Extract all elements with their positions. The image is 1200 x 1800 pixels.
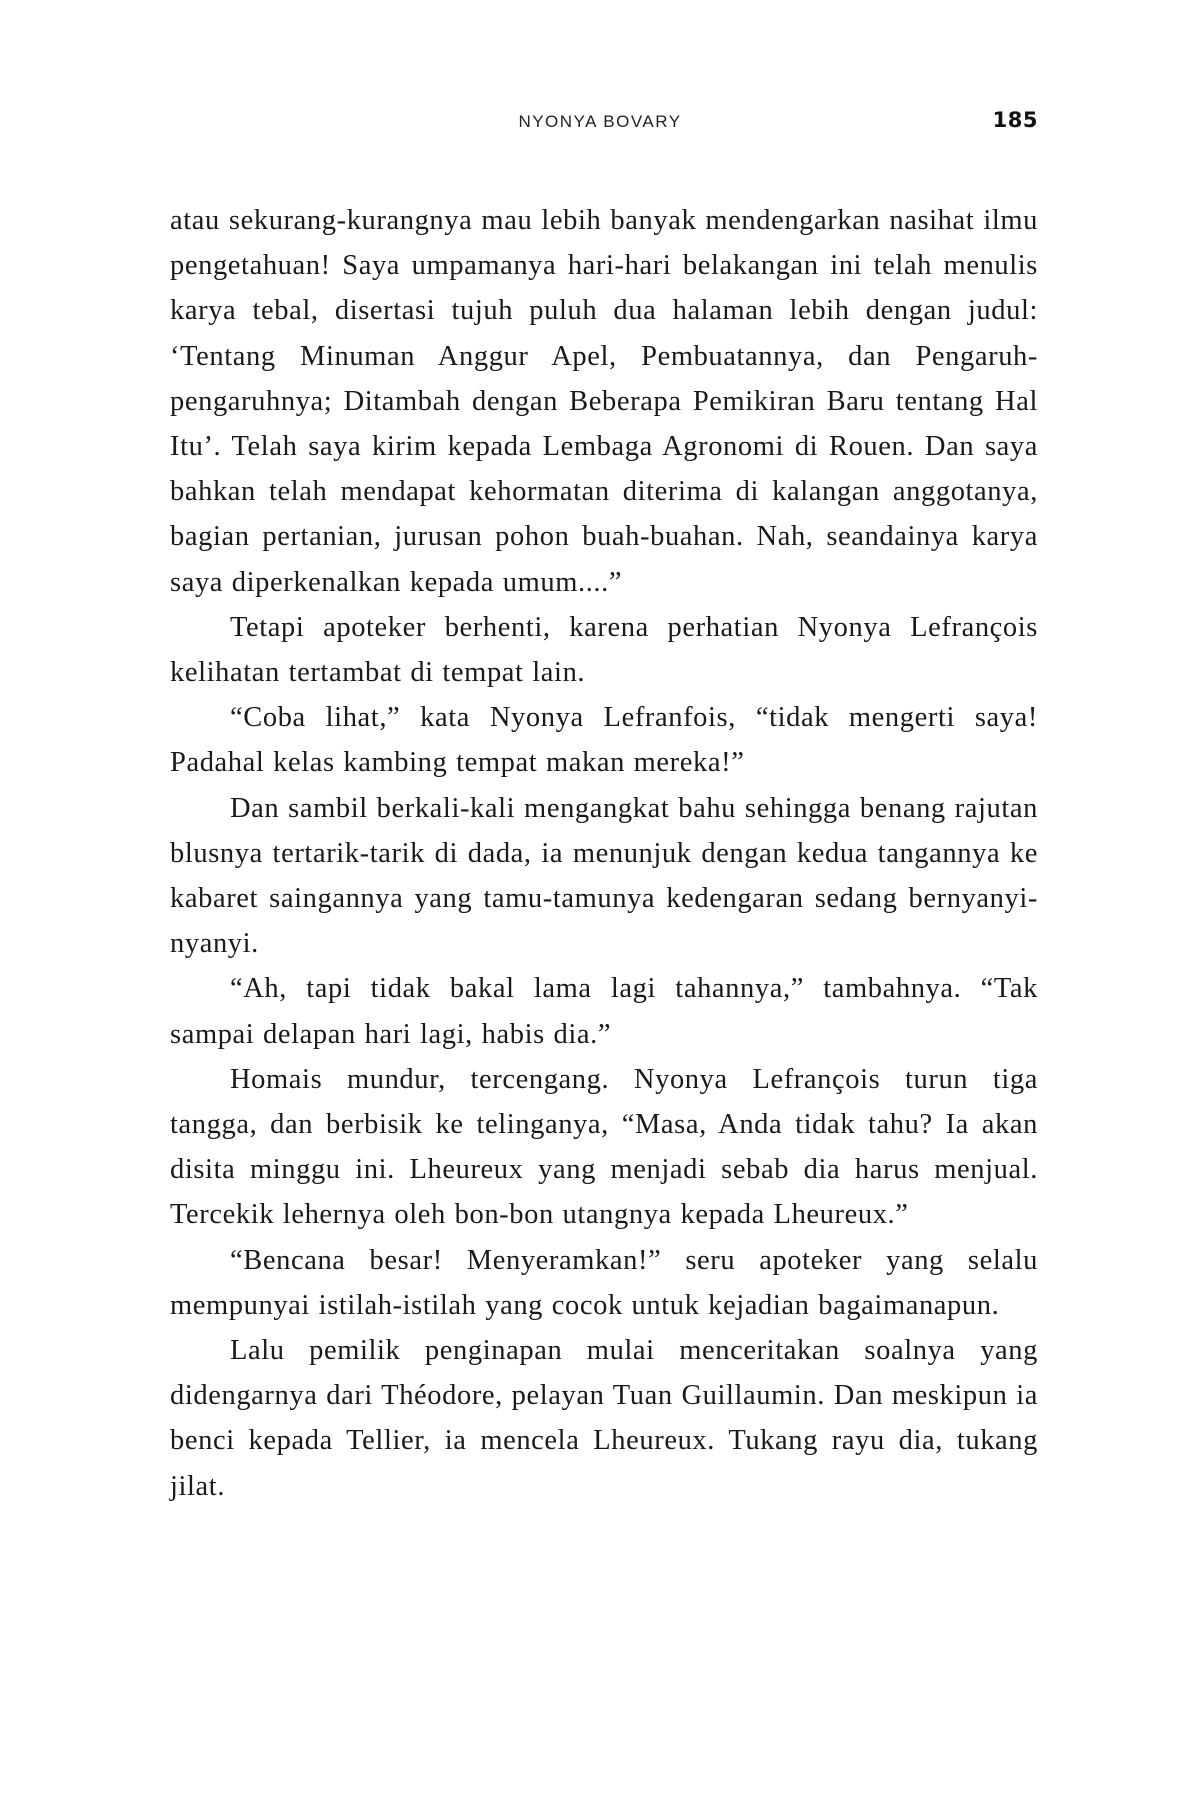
page-number: 185 [992, 108, 1038, 132]
body-text [170, 198, 1038, 1509]
paragraph: “Coba lihat,” kata Nyonya Lefranfois, “tidak mengerti saya! Padahal kelas kambing tempat makan mereka!” [170, 702, 1038, 779]
running-header [0, 108, 1200, 138]
paragraph: Dan sambil berkali-kali mengangkat bahu sehingga benang rajutan blusnya tertarik-tarik di dada, ia menunjuk dengan kedua tangannya ke kabaret saingannya yang tamu-tamunya kedengaran sedang bernyanyi-nyanyi. [170, 792, 1038, 960]
paragraph: “Bencana besar! Menyeramkan!” seru apoteker yang selalu mempunyai istilah-istilah yang cocok untuk kejadian bagaimanapun. [170, 1244, 1038, 1321]
running-title: NYONYA BOVARY [518, 112, 682, 131]
paragraph: Homais mundur, tercengang. Nyonya Lefrançois turun tiga tangga, dan berbisik ke telinganya, “Masa, Anda tidak tahu? Ia akan disita minggu ini. Lheureux yang menjadi sebab dia harus menjual. Tercekik lehernya oleh bon-bon utangnya kepada Lheureux.” [170, 1063, 1038, 1231]
paragraph: “Ah, tapi tidak bakal lama lagi tahannya,” tambahnya. “Tak sampai delapan hari lagi, habis dia.” [170, 973, 1038, 1050]
paragraph: Tetapi apoteker berhenti, karena perhatian Nyonya Lefrançois kelihatan tertambat di tempat lain. [170, 611, 1038, 689]
paragraph-continued: atau sekurang-kurangnya mau lebih banyak mendengarkan nasihat ilmu pengetahuan! Saya umpamanya hari-hari belakangan ini telah menulis karya tebal, disertasi tujuh puluh dua halaman lebih dengan judul: ‘Tentang Minuman Anggur Apel, Pembuatannya, dan Pengaruh-pengaruhnya; Ditambah dengan Beberapa Pemikiran Baru tentang Hal Itu’. Telah saya kirim kepada Lembaga Agronomi di Rouen. Dan saya bahkan telah mendapat kehormatan diterima di kalangan anggotanya, bagian pertanian, jurusan pohon buah-buahan. Nah, seandainya karya saya diperkenalkan kepada umum....” [170, 205, 1038, 598]
paragraph: Lalu pemilik penginapan mulai menceritakan soalnya yang didengarnya dari Théodore, pelayan Tuan Guillaumin. Dan meskipun ia benci kepada Tellier, ia mencela Lheureux. Tukang rayu dia, tukang jilat. [170, 1335, 1038, 1502]
